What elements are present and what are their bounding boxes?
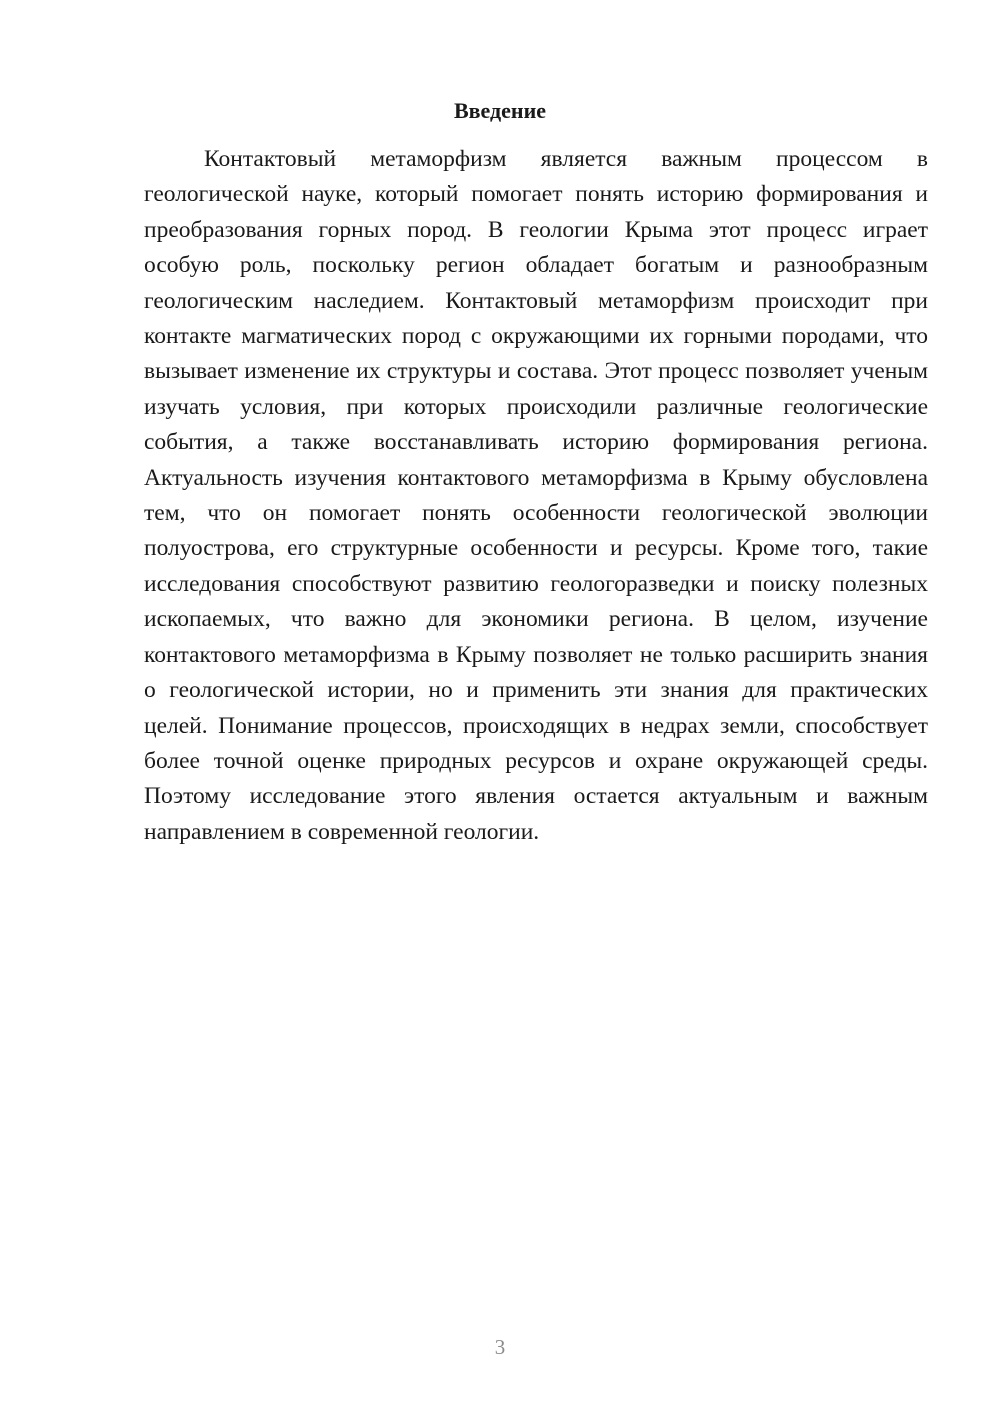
page-number: 3 <box>494 1335 506 1359</box>
section-heading: Введение <box>453 98 547 123</box>
body-paragraph: Контактовый метаморфизм является важным процессом в геологической науке, который помогает понять историю формирования и преобразования горных пород. В геологии Крыма этот процесс играет особую роль, поскольку регион обладает богатым и разнообразным геологическим наследием. Контактовый метаморфизм происходит при контакте магматических пород с окружающими их горными породами, что вызывает изменение их структуры и состава. Этот процесс позволяет ученым изучать условия, при которых происходили различные геологические события, а также восстанавливать историю формирования региона. Актуальность изучения контактового метаморфизма в Крыму обусловлена тем, что он помогает понять особенности геологической эволюции полуострова, его структурные особенности и ресурсы. Кроме того, такие исследования способствуют развитию геологоразведки и поиску полезных ископаемых, что важно для экономики региона. В целом, изучение контактового метаморфизма в Крыму позволяет не только расширить знания о геологической истории, но и применить эти знания для практических целей. Понимание процессов, происходящих в недрах земли, способствует более точной оценке природных ресурсов и охране окружающей среды. Поэтому исследование этого явления остается актуальным и важным направлением в современной геологии. <box>144 146 928 845</box>
